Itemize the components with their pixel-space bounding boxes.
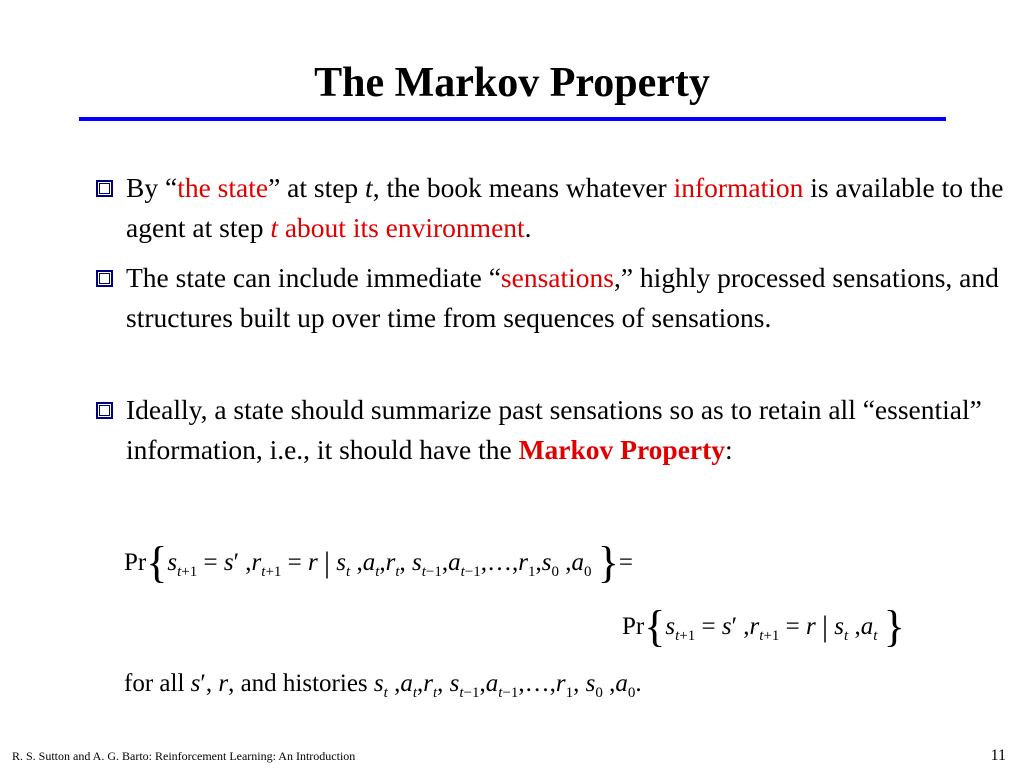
- highlight-about-environment: about its environment: [277, 212, 525, 243]
- highlight-the-state: the state: [177, 172, 269, 203]
- equation-for-all-histories: for all s′, r, and histories $s_t$ $,a_t,r_t$, $s_{t-1},a_{t-1},\dots,r_1$, $s_0$ $,a_0$.: [124, 670, 642, 701]
- for-all-text: for all: [124, 670, 191, 697]
- text: , the book means whatever: [372, 172, 674, 203]
- highlight-sensations: sensations: [500, 262, 614, 293]
- text: .: [524, 212, 532, 243]
- text: is available to the agent at step: [126, 172, 1004, 243]
- text: ” at step: [268, 172, 366, 203]
- pr-operator: Pr: [124, 549, 147, 576]
- text: The state can include immediate “: [126, 262, 501, 293]
- checkbox-bullet-icon: [96, 180, 113, 197]
- equation-markov: $Pr\{s_{t+1} = s'$ $,r_{t+1} = r$ | $s_t$ $,a_t$ }: [622, 602, 905, 651]
- title-underline: [79, 117, 946, 121]
- bullet-markov-property: [126, 390, 1006, 470]
- pr-operator: Pr: [622, 613, 645, 640]
- text: Ideally, a state should summarize past sensations so as to retain all “essential” information, i.e., it should have the: [126, 394, 982, 465]
- checkbox-bullet-icon: [96, 270, 113, 287]
- page-number: 11: [990, 747, 1006, 764]
- highlight-markov-property: Markov Property: [518, 434, 726, 465]
- highlight-information: information: [673, 172, 804, 203]
- text: ,” highly processed sensations, and structures built up over time from sequences of sensations.: [126, 262, 999, 333]
- bullet-the-state: [126, 168, 1006, 248]
- and-histories-text: and histories: [234, 670, 374, 697]
- footer-citation: R. S. Sutton and A. G. Barto: Reinforcement Learning: An Introduction: [12, 749, 356, 763]
- text: :: [725, 434, 733, 465]
- variable-t: t: [365, 172, 373, 203]
- checkbox-bullet-icon: [96, 402, 113, 419]
- slide-title: The Markov Property: [314, 60, 710, 106]
- bullet-sensations: [126, 258, 1006, 338]
- text: By “: [126, 172, 178, 203]
- equation-full-history: $Pr\{s_{t+1} = s'$ $,r_{t+1} = r$ | $s_t$ $,a_t,r_t$, $s_{t-1},a_{t-1},\dots,r_1,s_0$ $,a_0$ }=: [124, 538, 633, 587]
- variable-t-red: t: [270, 212, 278, 243]
